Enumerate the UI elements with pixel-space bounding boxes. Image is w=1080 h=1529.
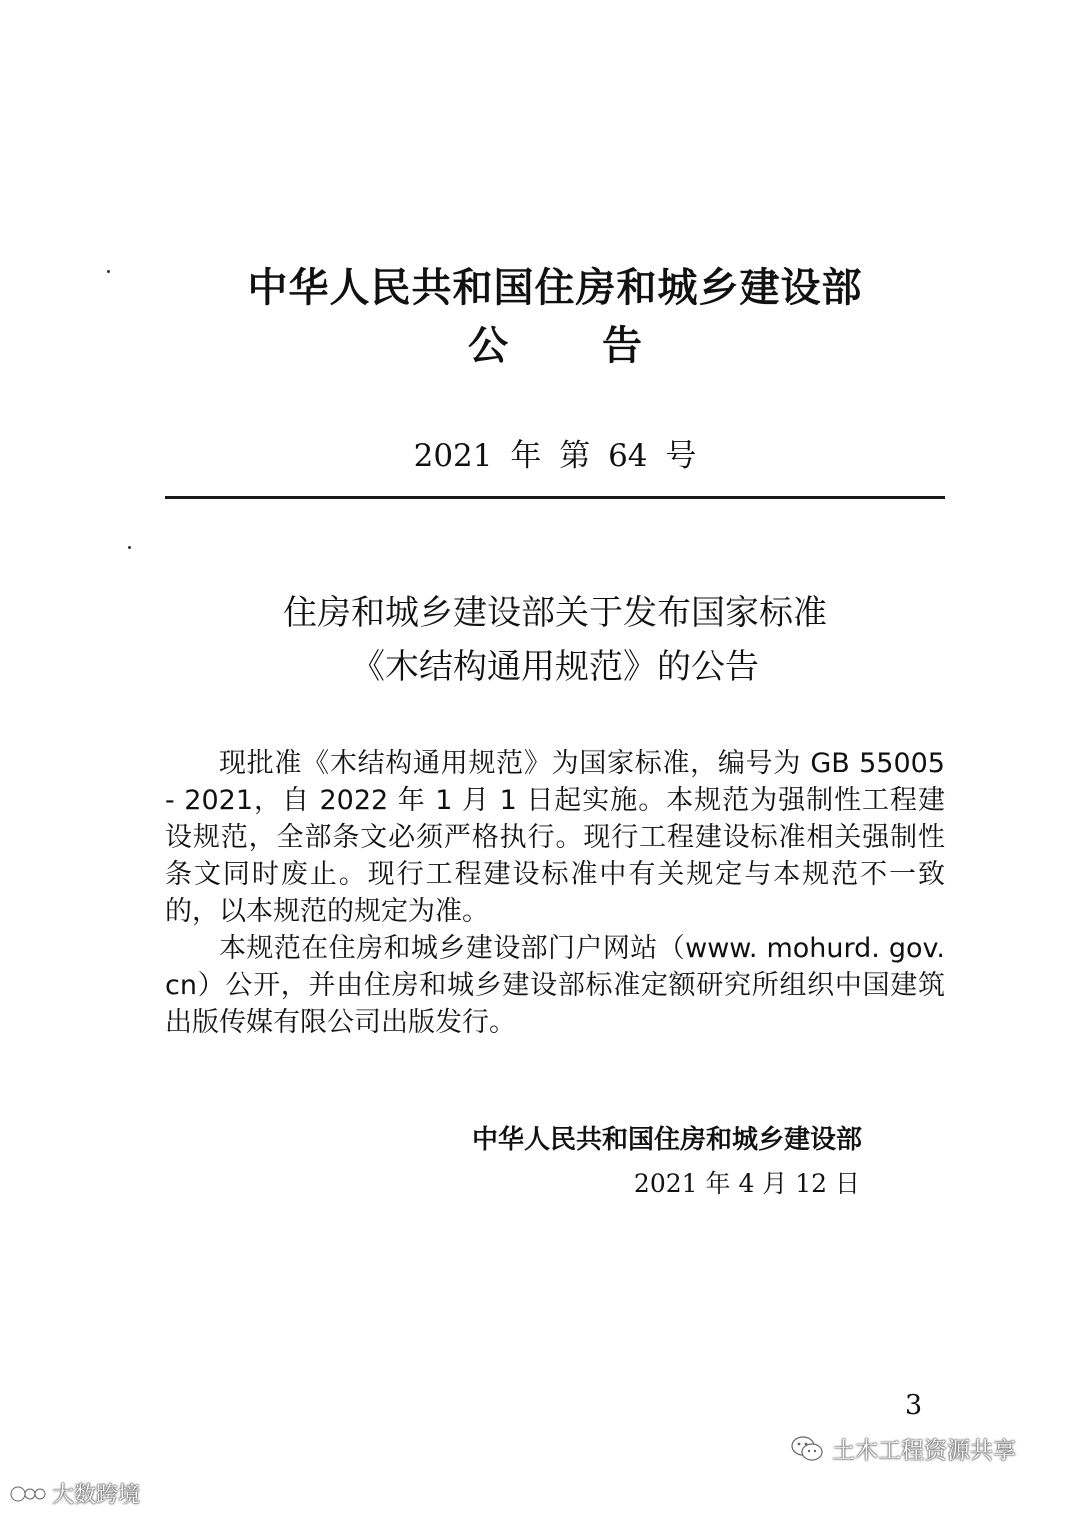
body-paragraph-1: 现批准《木结构通用规范》为国家标准，编号为 GB 55005 - 2021，自 2022 年 1 月 1 日起实施。本规范为强制性工程建设规范，全部条文必须严格执行。现行工程建设标准相关强制性条文同时废止。现行工程建设标准中有关规定与本规范不一致的，以本规范的规定为准。 (165, 748, 945, 927)
announcement-title (0, 586, 1080, 694)
issuer-heading: 中华人民共和国住房和城乡建设部 (247, 265, 863, 311)
signing-organization: 中华人民共和国住房和城乡建设部 (472, 1125, 863, 1155)
page-number: 3 (905, 1390, 923, 1421)
watermark-right-text: 土木工程资源共享 (832, 1438, 1016, 1464)
announcement-body (165, 745, 945, 1041)
title-line-2: 《木结构通用规范》的公告 (351, 647, 759, 687)
body-paragraph-2: 本规范在住房和城乡建设部门户网站（www. mohurd. gov. cn）公开，并由住房和城乡建设部标准定额研究所组织中国建筑出版传媒有限公司出版发行。 (165, 933, 945, 1038)
header-divider (165, 496, 945, 499)
scan-speck (107, 270, 110, 273)
scan-speck (128, 546, 131, 549)
signoff-block (470, 1120, 930, 1204)
loop-logo-icon (8, 1481, 48, 1507)
title-line-1: 住房和城乡建设部关于发布国家标准 (283, 593, 827, 633)
watermark-left (8, 1478, 140, 1509)
document-number: 2021 年 第 64 号 (413, 438, 697, 474)
wechat-icon (790, 1434, 824, 1464)
signing-date: 2021 年 4 月 12 日 (633, 1169, 860, 1198)
document-type-heading: 公告 (468, 323, 736, 369)
watermark-right (790, 1432, 1016, 1465)
watermark-left-text: 大数跨境 (52, 1483, 141, 1508)
